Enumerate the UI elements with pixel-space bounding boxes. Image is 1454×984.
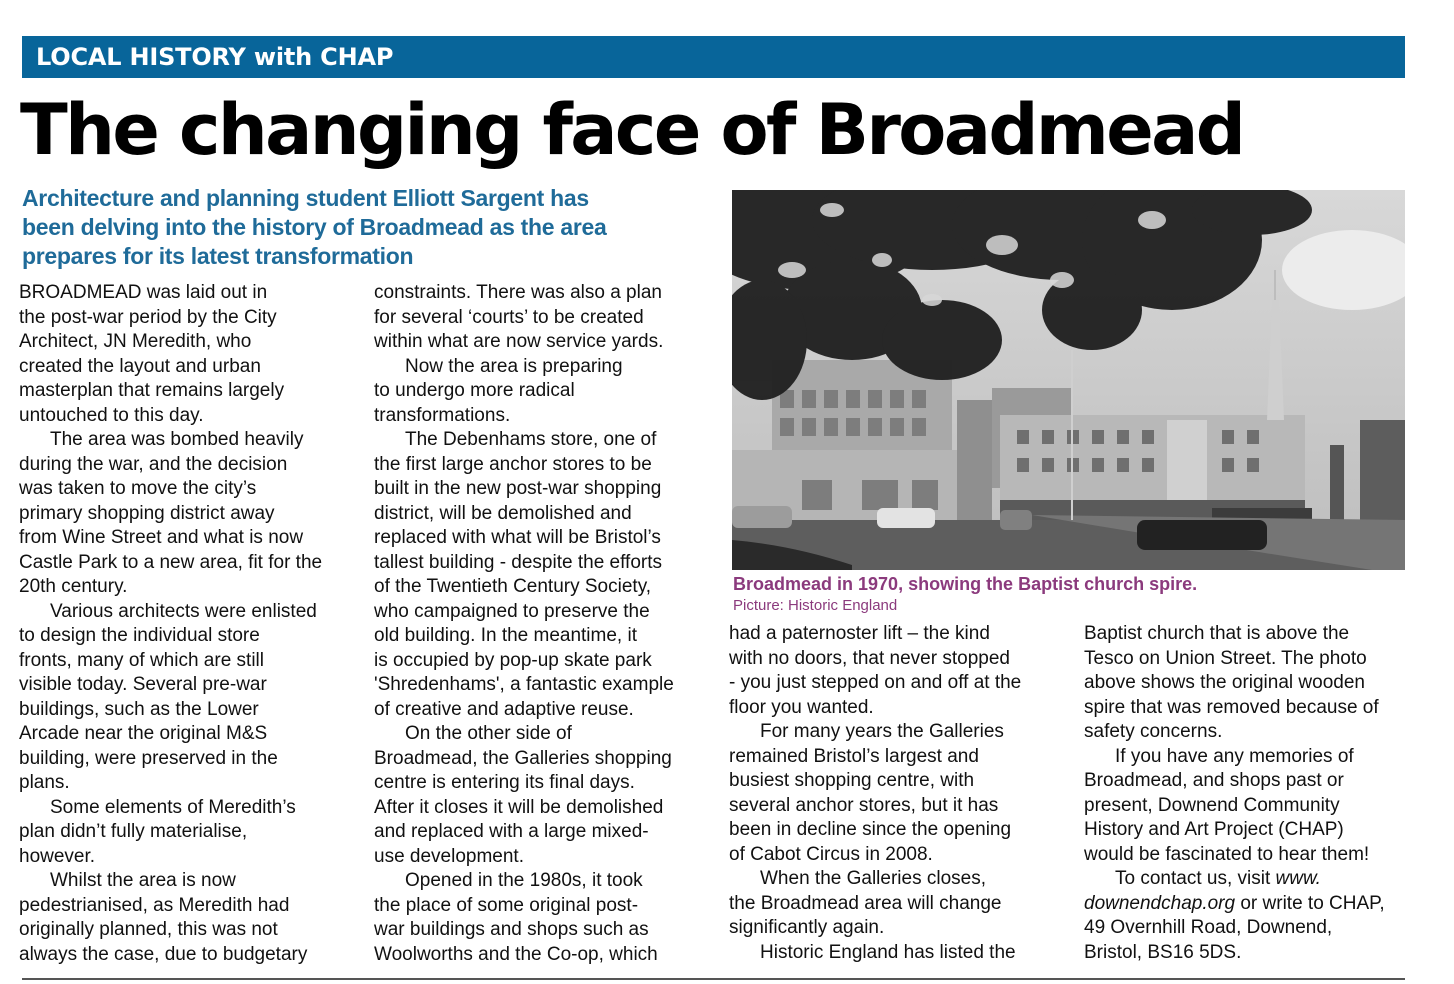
body-line: Broadmead, the Galleries shopping [374, 747, 672, 769]
body-line: visible today. Several pre-war [19, 674, 267, 695]
contact-text: or write to CHAP, [1235, 892, 1385, 914]
body-column-1 [19, 281, 349, 967]
body-line: busiest shopping centre, with [729, 770, 975, 791]
body-line: who campaigned to preserve the [374, 600, 650, 622]
body-line: spire that was removed because of [1084, 696, 1379, 718]
body-line: replaced with what will be Bristol’s [374, 527, 661, 548]
body-line: pedestrianised, as Meredith had [19, 894, 290, 916]
body-line: from Wine Street and what is now [19, 527, 304, 548]
body-line: use development. [374, 845, 524, 867]
caption-credit: Picture: Historic England [733, 597, 898, 614]
body-line: On the other side of [405, 723, 572, 744]
body-line: constraints. There was also a plan [374, 282, 662, 303]
body-line: district, will be demolished and [374, 502, 632, 524]
body-line: floor you wanted. [729, 696, 874, 718]
body-line: Broadmead, and shops past or [1084, 770, 1344, 791]
body-column-3 [729, 622, 1059, 965]
body-line: during the war, and the decision [19, 453, 288, 475]
body-line: safety concerns. [1084, 721, 1223, 742]
body-line: Baptist church that is above the [1084, 623, 1350, 644]
body-line: had a paternoster lift – the kind [729, 623, 990, 644]
body-line: the first large anchor stores to be [374, 453, 652, 475]
body-line: History and Art Project (CHAP) [1084, 819, 1344, 840]
body-line: to undergo more radical [374, 380, 575, 401]
body-line: If you have any memories of [1115, 745, 1354, 767]
body-line: fronts, many of which are still [19, 649, 264, 671]
section-label: LOCAL HISTORY with CHAP [36, 43, 394, 71]
standfirst-line: Architecture and planning student Elliott Sargent has [22, 185, 589, 211]
website-link-end[interactable]: downendchap.org [1084, 892, 1236, 914]
body-line: within what are now service yards. [374, 331, 664, 352]
body-line: 20th century. [19, 576, 128, 597]
body-column-4 [1084, 622, 1414, 965]
website-link-start[interactable]: www. [1275, 868, 1321, 889]
broadmead-1970-photo-icon [732, 190, 1405, 570]
body-line: of Cabot Circus in 2008. [729, 843, 933, 865]
body-line: buildings, such as the Lower [19, 698, 259, 720]
body-line: old building. In the meantime, it [374, 625, 637, 646]
body-line: Castle Park to a new area, fit for the [19, 551, 323, 573]
contact-text: To contact us, visit [1115, 868, 1276, 889]
body-line: transformations. [374, 404, 511, 426]
page-bottom-rule [22, 978, 1405, 980]
body-line: created the layout and urban [19, 355, 261, 377]
body-line: Opened in the 1980s, it took [405, 870, 643, 891]
body-line: plans. [19, 772, 70, 793]
body-line: For many years the Galleries [760, 721, 1004, 742]
body-line: Woolworths and the Co-op, which [374, 943, 658, 965]
body-line: been in decline since the opening [729, 819, 1012, 840]
body-line: BROADMEAD was laid out in [19, 282, 268, 303]
body-line: Various architects were enlisted [50, 600, 317, 622]
body-line: however. [19, 845, 96, 867]
article-standfirst [22, 184, 722, 271]
body-line: The Debenhams store, one of [405, 429, 657, 450]
body-line: present, Downend Community [1084, 794, 1340, 816]
body-line: was taken to move the city’s [19, 478, 257, 499]
body-line: several anchor stores, but it has [729, 794, 999, 816]
body-line: The area was bombed heavily [50, 429, 304, 450]
address-line: Bristol, BS16 5DS. [1084, 941, 1242, 963]
body-line: significantly again. [729, 917, 885, 938]
section-banner [22, 36, 1405, 78]
body-line: is occupied by pop-up skate park [374, 649, 652, 671]
body-line: primary shopping district away [19, 502, 275, 524]
body-line: plan didn’t fully materialise, [19, 821, 248, 842]
body-line: and replaced with a large mixed- [374, 821, 649, 842]
body-line: remained Bristol’s largest and [729, 745, 979, 767]
body-line: originally planned, this was not [19, 919, 278, 940]
body-line: building, were preserved in the [19, 747, 278, 769]
contact-line [1084, 867, 1414, 892]
body-line: built in the new post-war shopping [374, 478, 662, 499]
article-photo [732, 190, 1405, 570]
body-line: Arcade near the original M&S [19, 723, 268, 744]
body-line: 'Shredenhams', a fantastic example [374, 674, 674, 695]
body-line: above shows the original wooden [1084, 672, 1365, 693]
standfirst-line: been delving into the history of Broadmead as the area [22, 214, 607, 240]
body-line: When the Galleries closes, [760, 868, 986, 889]
body-line: Whilst the area is now [50, 870, 236, 891]
body-line: Some elements of Meredith’s [50, 796, 296, 818]
body-line: the place of some original post- [374, 894, 639, 916]
body-line: tallest building - despite the efforts [374, 551, 662, 573]
body-line: war buildings and shops such as [374, 919, 649, 940]
body-line: untouched to this day. [19, 404, 204, 426]
body-line: of the Twentieth Century Society, [374, 576, 652, 597]
body-line: Architect, JN Meredith, who [19, 331, 252, 352]
body-line: the Broadmead area will change [729, 892, 1002, 914]
body-line: of creative and adaptive reuse. [374, 698, 634, 720]
article-headline: The changing face of Broadmead [20, 89, 1244, 171]
body-line: masterplan that remains largely [19, 380, 285, 401]
body-line: Tesco on Union Street. The photo [1084, 647, 1367, 669]
body-line: would be fascinated to hear them! [1084, 843, 1370, 865]
body-line: centre is entering its final days. [374, 772, 635, 793]
address-line: 49 Overnhill Road, Downend, [1084, 917, 1333, 938]
body-column-2 [374, 281, 704, 967]
caption-text: Broadmead in 1970, showing the Baptist church spire. [733, 574, 1198, 594]
contact-line [1084, 892, 1414, 917]
body-line: always the case, due to budgetary [19, 943, 308, 965]
body-line: with no doors, that never stopped [729, 647, 1010, 669]
standfirst-line: prepares for its latest transformation [22, 243, 414, 269]
body-line: the post-war period by the City [19, 306, 277, 328]
photo-caption [733, 572, 1413, 615]
body-line: - you just stepped on and off at the [729, 672, 1022, 693]
body-line: Historic England has listed the [760, 941, 1016, 963]
body-line: After it closes it will be demolished [374, 796, 664, 818]
body-line: for several ‘courts’ to be created [374, 306, 644, 328]
body-line: Now the area is preparing [405, 355, 623, 377]
body-line: to design the individual store [19, 625, 260, 646]
